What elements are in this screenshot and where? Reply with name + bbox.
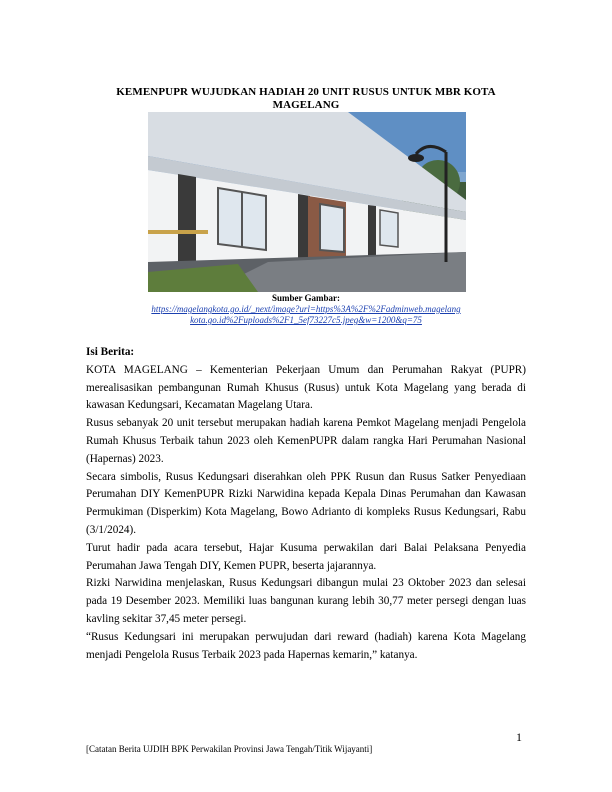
image-source-link-line2[interactable]: kota.go.id%2Fuploads%2F1_5ef73227c5.jpeg&w=1200&q=75 <box>190 315 422 325</box>
paragraph: Secara simbolis, Rusus Kedungsari diserahkan oleh PPK Rusun dan Rusus Satker Penyediaan Perumahan DIY KemenPUPR Rizki Narwidina kepada Kepala Dinas Perumahan dan Kawasan Permukiman (Disperkim) Kota Magelang, Bowo Adrianto di kompleks Rusus Kedungsari, Rabu (3/1/2024). <box>86 470 526 536</box>
page-number: 1 <box>516 730 522 744</box>
housing-photo-illustration <box>148 112 466 292</box>
image-caption <box>110 293 502 326</box>
paragraph: Rizki Narwidina menjelaskan, Rusus Kedungsari dibangun mulai 23 Oktober 2023 dan selesai pada 19 Desember 2023. Memiliki luas bangunan kurang lebih 30,77 meter persegi dengan luas kavling sekitar 37,45 meter persegi. <box>86 577 526 625</box>
paragraph: KOTA MAGELANG – Kementerian Pekerjaan Umum dan Perumahan Rakyat (PUPR) merealisasikan pembangunan Rumah Khusus (Rusus) untuk Kota Magelang yang berada di kawasan Kedungsari, Kecamatan Magelang Utara. <box>86 363 526 412</box>
news-photo <box>148 112 466 292</box>
section-heading: Isi Berita: <box>86 346 135 358</box>
image-source-link-line1[interactable]: https://magelangkota.go.id/_next/image?url=https%3A%2F%2Fadminweb.magelang <box>151 304 461 314</box>
document-title: KEMENPUPR WUJUDKAN HADIAH 20 UNIT RUSUS UNTUK MBR KOTA MAGELANG <box>116 86 496 111</box>
paragraph: “Rusus Kedungsari ini merupakan perwujudan dari reward (hadiah) karena Kota Magelang menjadi Pengelola Rusus Terbaik 2023 pada Hapernas kemarin,” katanya. <box>86 630 526 661</box>
article-body <box>86 344 526 664</box>
footer-note: [Catatan Berita UJDIH BPK Perwakilan Provinsi Jawa Tengah/Titik Wijayanti] <box>86 744 373 754</box>
paragraph: Turut hadir pada acara tersebut, Hajar Kusuma perwakilan dari Balai Pelaksana Penyedia Perumahan Jawa Tengah DIY, Kemen PUPR, beserta jajarannya. <box>86 541 526 572</box>
image-caption-label: Sumber Gambar: <box>271 293 341 303</box>
paragraph: Rusus sebanyak 20 unit tersebut merupakan hadiah karena Pemkot Magelang menjadi Pengelola Rumah Khusus Terbaik tahun 2023 oleh KemenPUPR dalam rangka Hari Perumahan Nasional (Hapernas) 2023. <box>86 417 526 465</box>
